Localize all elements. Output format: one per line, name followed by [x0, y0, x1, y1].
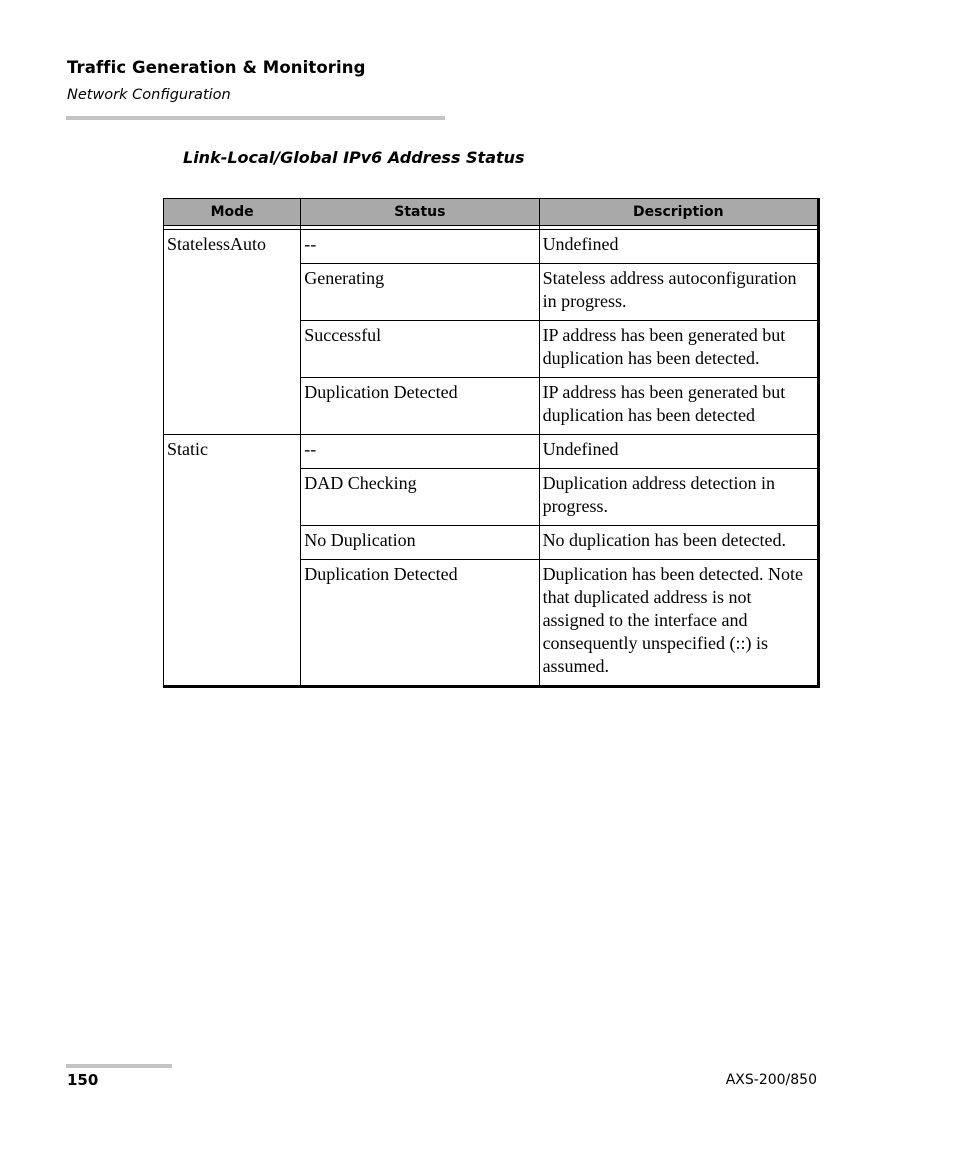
status-cell: No Duplication	[301, 526, 539, 560]
status-cell: --	[301, 230, 539, 264]
table-row	[164, 230, 819, 264]
table-header-row	[164, 199, 819, 226]
table-title: Link-Local/Global IPv6 Address Status	[183, 148, 525, 167]
description-cell: Duplication address detection in progress.	[539, 469, 818, 526]
description-cell: Undefined	[539, 435, 818, 469]
column-header-description: Description	[539, 199, 818, 226]
status-cell: Duplication Detected	[301, 560, 539, 687]
column-header-status: Status	[301, 199, 539, 226]
footer-divider	[66, 1064, 172, 1068]
ipv6-status-table	[163, 198, 820, 688]
description-cell: IP address has been generated but duplication has been detected.	[539, 321, 818, 378]
status-cell: --	[301, 435, 539, 469]
table-row	[164, 435, 819, 469]
mode-cell: Static	[164, 435, 301, 687]
description-cell: Undefined	[539, 230, 818, 264]
description-cell: Duplication has been detected. Note that duplicated address is not assigned to the interface and consequently unspecified (::) is assumed.	[539, 560, 818, 687]
mode-cell: StatelessAuto	[164, 230, 301, 435]
status-cell: Duplication Detected	[301, 378, 539, 435]
running-header-title: Traffic Generation & Monitoring	[67, 58, 366, 77]
document-id: AXS-200/850	[725, 1072, 817, 1088]
description-cell: IP address has been generated but duplication has been detected	[539, 378, 818, 435]
status-cell: Generating	[301, 264, 539, 321]
column-header-mode: Mode	[164, 199, 301, 226]
page-number: 150	[67, 1071, 99, 1089]
running-header-subtitle: Network Configuration	[67, 87, 231, 103]
description-cell: No duplication has been detected.	[539, 526, 818, 560]
status-cell: Successful	[301, 321, 539, 378]
status-cell: DAD Checking	[301, 469, 539, 526]
description-cell: Stateless address autoconfiguration in progress.	[539, 264, 818, 321]
header-divider	[66, 116, 445, 120]
